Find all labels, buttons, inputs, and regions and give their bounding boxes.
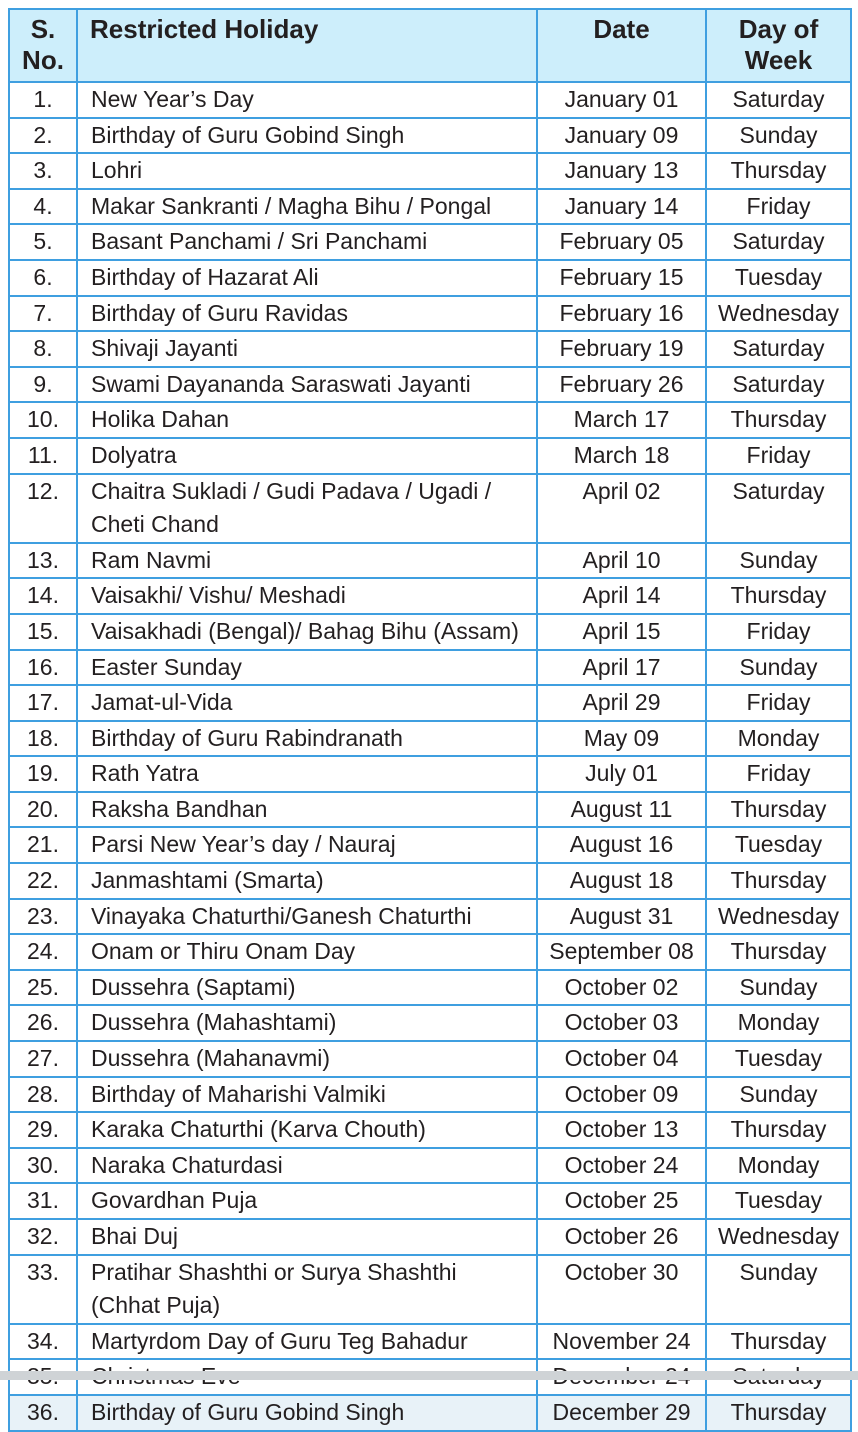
holiday-name-line: Ram Navmi (91, 546, 212, 573)
cell-date: April 15 (537, 614, 706, 650)
holiday-name-line: Birthday of Maharishi Valmiki (91, 1080, 386, 1107)
cell-holiday-name (77, 1041, 537, 1077)
holiday-table (8, 8, 852, 1432)
cell-date: February 05 (537, 224, 706, 260)
table-row (9, 685, 851, 721)
cell-day-of-week: Saturday (706, 331, 851, 367)
cell-day-of-week: Saturday (706, 367, 851, 403)
cell-serial-number: 18. (9, 721, 77, 757)
cell-serial-number: 22. (9, 863, 77, 899)
holiday-name-line: Martyrdom Day of Guru Teg Bahadur (91, 1327, 468, 1354)
cell-serial-number: 7. (9, 296, 77, 332)
holiday-name-line: Chaitra Sukladi / Gudi Padava / Ugadi / (91, 477, 492, 504)
cell-date: May 09 (537, 721, 706, 757)
holiday-name-line: Birthday of Hazarat Ali (91, 263, 319, 290)
cell-day-of-week: Thursday (706, 863, 851, 899)
cell-holiday-name (77, 756, 537, 792)
cell-day-of-week: Friday (706, 614, 851, 650)
cell-day-of-week: Monday (706, 1148, 851, 1184)
cell-serial-number: 3. (9, 153, 77, 189)
holiday-name-line: Birthday of Guru Ravidas (91, 299, 348, 326)
table-row (9, 1183, 851, 1219)
holiday-name-line: Parsi New Year’s day / Nauraj (91, 831, 396, 858)
cell-serial-number: 20. (9, 792, 77, 828)
cell-holiday-name (77, 224, 537, 260)
cell-holiday-name (77, 260, 537, 296)
cell-day-of-week: Tuesday (706, 1041, 851, 1077)
table-row (9, 1112, 851, 1148)
cell-serial-number: 32. (9, 1219, 77, 1255)
cell-date: April 14 (537, 578, 706, 614)
holiday-name-line: Karaka Chaturthi (Karva Chouth) (91, 1116, 426, 1143)
cell-holiday-name (77, 899, 537, 935)
cell-date: October 09 (537, 1077, 706, 1113)
table-row (9, 296, 851, 332)
table-row (9, 970, 851, 1006)
cell-holiday-name (77, 1219, 537, 1255)
holiday-name-line: Bhai Duj (91, 1223, 178, 1249)
cell-day-of-week: Sunday (706, 970, 851, 1006)
cell-day-of-week: Tuesday (706, 260, 851, 296)
cell-date: April 10 (537, 543, 706, 579)
cell-serial-number: 13. (9, 543, 77, 579)
table-row (9, 1077, 851, 1113)
cell-holiday-name (77, 721, 537, 757)
header-row (9, 9, 851, 82)
table-row (9, 1219, 851, 1255)
cell-day-of-week: Thursday (706, 934, 851, 970)
cell-date: January 13 (537, 153, 706, 189)
cell-serial-number: 14. (9, 578, 77, 614)
cell-day-of-week: Wednesday (706, 296, 851, 332)
cell-serial-number: 30. (9, 1148, 77, 1184)
holiday-name-line: Dussehra (Mahanavmi) (91, 1045, 331, 1072)
cell-date: February 26 (537, 367, 706, 403)
cell-day-of-week: Friday (706, 438, 851, 474)
cell-day-of-week: Saturday (706, 474, 851, 543)
cell-date: October 02 (537, 970, 706, 1006)
cell-date: January 09 (537, 118, 706, 154)
cell-day-of-week: Friday (706, 189, 851, 225)
holiday-name-line: (Chhat Puja) (91, 1292, 221, 1319)
cell-holiday-name (77, 367, 537, 403)
table-row (9, 118, 851, 154)
cell-holiday-name (77, 1324, 537, 1360)
cell-holiday-name (77, 296, 537, 332)
cell-date: February 15 (537, 260, 706, 296)
holiday-name-line: Shivaji Jayanti (91, 335, 239, 362)
cell-date: October 13 (537, 1112, 706, 1148)
cell-day-of-week: Thursday (706, 1395, 851, 1431)
cell-date: October 26 (537, 1219, 706, 1255)
holiday-name-line: Birthday of Guru Gobind Singh (91, 1398, 405, 1425)
holiday-name-line: New Year’s Day (91, 86, 254, 112)
cell-holiday-name (77, 402, 537, 438)
table-row (9, 543, 851, 579)
cell-serial-number: 21. (9, 827, 77, 863)
holiday-name-line: Dolyatra (91, 441, 177, 468)
cell-date: August 11 (537, 792, 706, 828)
table-row (9, 899, 851, 935)
table-row (9, 438, 851, 474)
table-row (9, 260, 851, 296)
cell-day-of-week: Thursday (706, 153, 851, 189)
header-day-line-1: Day of (738, 14, 819, 44)
holiday-name-line: Birthday of Guru Gobind Singh (91, 121, 405, 148)
cell-holiday-name (77, 650, 537, 686)
cell-day-of-week: Saturday (706, 82, 851, 118)
table-row (9, 1324, 851, 1360)
cell-serial-number: 12. (9, 474, 77, 543)
cell-date: February 16 (537, 296, 706, 332)
holiday-name-line: Govardhan Puja (91, 1187, 258, 1214)
cell-holiday-name (77, 970, 537, 1006)
header-date: Date (537, 9, 706, 82)
cell-date: August 31 (537, 899, 706, 935)
table-row (9, 827, 851, 863)
cell-holiday-name (77, 1395, 537, 1431)
table-row (9, 650, 851, 686)
cell-date: October 24 (537, 1148, 706, 1184)
cell-date: September 08 (537, 934, 706, 970)
cell-serial-number: 16. (9, 650, 77, 686)
cell-serial-number: 34. (9, 1324, 77, 1360)
cell-serial-number: 26. (9, 1005, 77, 1041)
cell-date: August 18 (537, 863, 706, 899)
cell-holiday-name (77, 1255, 537, 1324)
cell-serial-number: 23. (9, 899, 77, 935)
cell-holiday-name (77, 1005, 537, 1041)
cell-serial-number: 19. (9, 756, 77, 792)
table-row (9, 792, 851, 828)
cell-day-of-week: Thursday (706, 402, 851, 438)
cell-holiday-name (77, 578, 537, 614)
table-row (9, 367, 851, 403)
holiday-name-line: Vaisakhadi (Bengal)/ Bahag Bihu (Assam) (91, 617, 519, 644)
cell-date: March 17 (537, 402, 706, 438)
holiday-name-line: Basant Panchami / Sri Panchami (91, 228, 428, 255)
cell-holiday-name (77, 438, 537, 474)
cell-holiday-name (77, 1183, 537, 1219)
cell-holiday-name (77, 934, 537, 970)
holiday-name-line: Onam or Thiru Onam Day (91, 938, 356, 965)
cell-holiday-name (77, 863, 537, 899)
header-day-line-2: Week (744, 45, 813, 75)
holiday-name-line: Rath Yatra (91, 760, 199, 787)
cell-date: November 24 (537, 1324, 706, 1360)
cell-date: March 18 (537, 438, 706, 474)
table-row (9, 1395, 851, 1431)
cell-day-of-week: Friday (706, 685, 851, 721)
holiday-name-line: Cheti Chand (91, 511, 219, 538)
cell-serial-number: 27. (9, 1041, 77, 1077)
bottom-strip (0, 1371, 858, 1380)
cell-date: July 01 (537, 756, 706, 792)
cell-serial-number: 6. (9, 260, 77, 296)
cell-holiday-name (77, 1112, 537, 1148)
holiday-name-line: Janmashtami (Smarta) (91, 867, 324, 894)
cell-holiday-name (77, 82, 537, 118)
table-row (9, 1148, 851, 1184)
holiday-name-line: Dussehra (Saptami) (91, 973, 296, 1000)
holiday-name-line: Jamat-ul-Vida (91, 689, 233, 716)
cell-date: December 29 (537, 1395, 706, 1431)
cell-date: January 01 (537, 82, 706, 118)
cell-holiday-name (77, 118, 537, 154)
cell-day-of-week: Tuesday (706, 827, 851, 863)
holiday-name-line: Vaisakhi/ Vishu/ Meshadi (91, 582, 346, 609)
cell-serial-number: 5. (9, 224, 77, 260)
holiday-name-line: Lohri (91, 157, 143, 184)
cell-day-of-week: Thursday (706, 1112, 851, 1148)
holiday-name-line: Holika Dahan (91, 406, 230, 433)
holiday-name-line: Naraka Chaturdasi (91, 1151, 283, 1178)
cell-serial-number: 15. (9, 614, 77, 650)
holiday-name-line: Birthday of Guru Rabindranath (91, 724, 403, 751)
table-header (9, 9, 851, 82)
holiday-name-line: Raksha Bandhan (91, 795, 268, 822)
holiday-name-line: Makar Sankranti / Magha Bihu / Pongal (91, 192, 492, 219)
cell-day-of-week: Monday (706, 721, 851, 757)
table-row (9, 1255, 851, 1324)
cell-day-of-week: Thursday (706, 578, 851, 614)
table-body (9, 82, 851, 1431)
cell-serial-number: 2. (9, 118, 77, 154)
cell-date: January 14 (537, 189, 706, 225)
table-row (9, 82, 851, 118)
cell-date: October 30 (537, 1255, 706, 1324)
table-row (9, 402, 851, 438)
table-row (9, 756, 851, 792)
table-row (9, 578, 851, 614)
holiday-name-line: Swami Dayananda Saraswati Jayanti (91, 370, 471, 397)
cell-day-of-week: Wednesday (706, 1219, 851, 1255)
cell-date: April 02 (537, 474, 706, 543)
table-row (9, 153, 851, 189)
cell-holiday-name (77, 474, 537, 543)
cell-serial-number: 25. (9, 970, 77, 1006)
cell-date: February 19 (537, 331, 706, 367)
table-row (9, 614, 851, 650)
cell-serial-number: 9. (9, 367, 77, 403)
cell-serial-number: 36. (9, 1395, 77, 1431)
header-serial-line-2: No. (22, 45, 64, 75)
cell-serial-number: 31. (9, 1183, 77, 1219)
cell-holiday-name (77, 685, 537, 721)
header-serial-line-1: S. (30, 14, 56, 44)
table-row (9, 721, 851, 757)
table-row (9, 224, 851, 260)
cell-holiday-name (77, 614, 537, 650)
cell-holiday-name (77, 189, 537, 225)
cell-day-of-week: Sunday (706, 650, 851, 686)
table-row (9, 331, 851, 367)
cell-date: October 04 (537, 1041, 706, 1077)
cell-holiday-name (77, 827, 537, 863)
cell-date: April 29 (537, 685, 706, 721)
cell-day-of-week: Sunday (706, 1255, 851, 1324)
cell-day-of-week: Monday (706, 1005, 851, 1041)
cell-serial-number: 11. (9, 438, 77, 474)
cell-serial-number: 8. (9, 331, 77, 367)
cell-day-of-week: Sunday (706, 543, 851, 579)
cell-holiday-name (77, 1148, 537, 1184)
cell-day-of-week: Sunday (706, 118, 851, 154)
cell-date: August 16 (537, 827, 706, 863)
table-row (9, 474, 851, 543)
holiday-name-line: Vinayaka Chaturthi/Ganesh Chaturthi (91, 902, 472, 929)
cell-day-of-week: Thursday (706, 1324, 851, 1360)
table-row (9, 863, 851, 899)
cell-serial-number: 29. (9, 1112, 77, 1148)
table-row (9, 189, 851, 225)
cell-serial-number: 28. (9, 1077, 77, 1113)
holiday-name-line: Pratihar Shashthi or Surya Shashthi (91, 1258, 457, 1285)
cell-day-of-week: Friday (706, 756, 851, 792)
cell-holiday-name (77, 331, 537, 367)
cell-serial-number: 24. (9, 934, 77, 970)
cell-holiday-name (77, 153, 537, 189)
cell-day-of-week: Sunday (706, 1077, 851, 1113)
cell-day-of-week: Wednesday (706, 899, 851, 935)
cell-holiday-name (77, 1077, 537, 1113)
holiday-name-line: Dussehra (Mahashtami) (91, 1009, 337, 1036)
header-restricted-holiday: Restricted Holiday (77, 9, 537, 82)
holiday-name-line: Easter Sunday (91, 653, 242, 680)
table-row (9, 1041, 851, 1077)
cell-holiday-name (77, 543, 537, 579)
table-row (9, 1005, 851, 1041)
cell-serial-number: 10. (9, 402, 77, 438)
cell-serial-number: 17. (9, 685, 77, 721)
cell-serial-number: 4. (9, 189, 77, 225)
cell-serial-number: 1. (9, 82, 77, 118)
table-row (9, 934, 851, 970)
cell-day-of-week: Tuesday (706, 1183, 851, 1219)
cell-date: October 03 (537, 1005, 706, 1041)
cell-serial-number: 33. (9, 1255, 77, 1324)
cell-date: April 17 (537, 650, 706, 686)
header-serial-number (9, 9, 77, 82)
cell-day-of-week: Thursday (706, 792, 851, 828)
cell-day-of-week: Saturday (706, 224, 851, 260)
cell-holiday-name (77, 792, 537, 828)
header-day-of-week (706, 9, 851, 82)
cell-date: October 25 (537, 1183, 706, 1219)
